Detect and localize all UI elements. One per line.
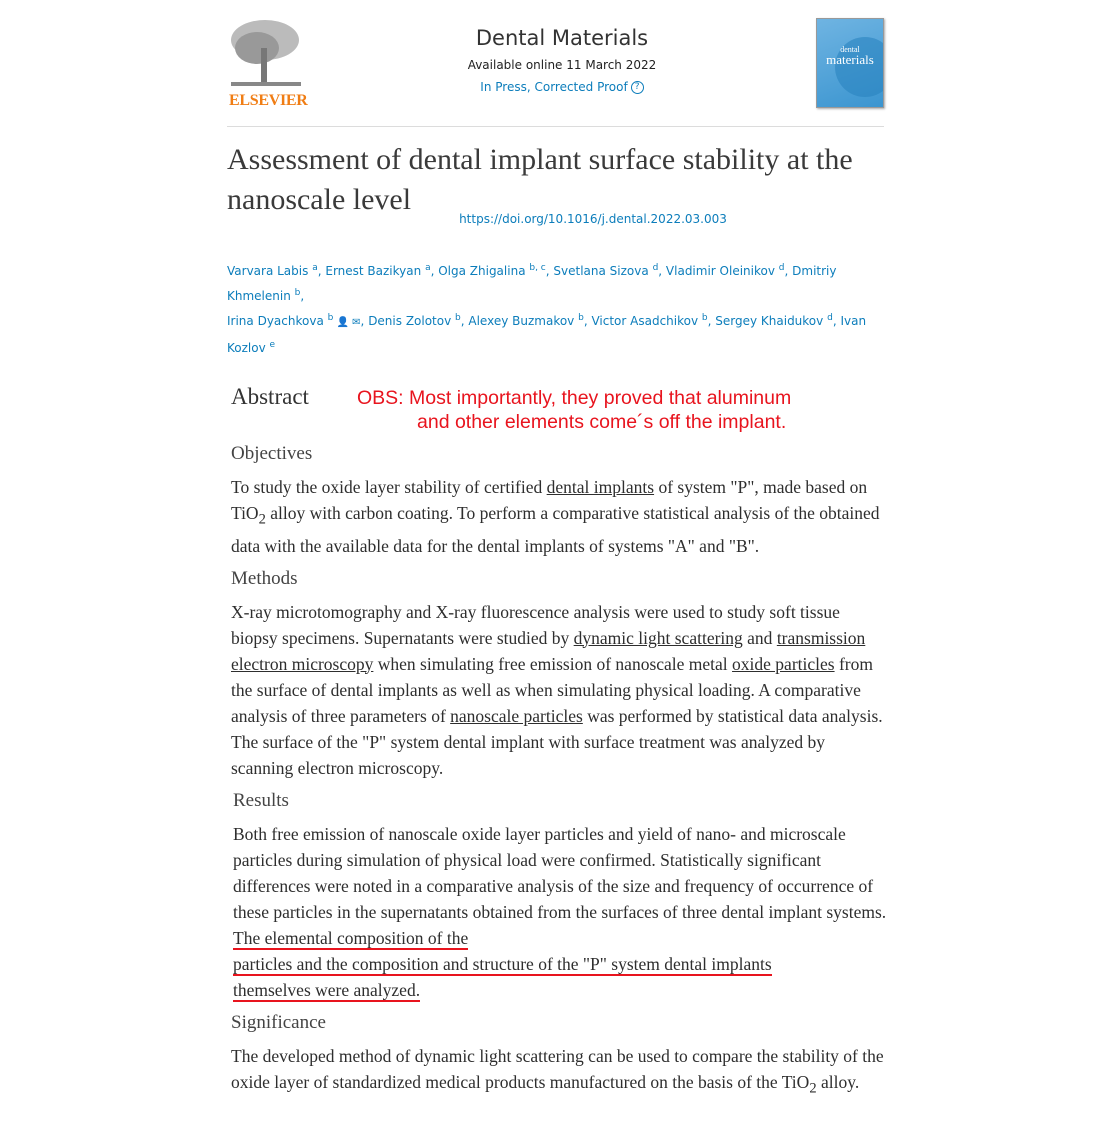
journal-cover[interactable] [816, 18, 884, 108]
author-link[interactable]: Sergey Khaidukov [715, 314, 824, 328]
author-affiliation[interactable]: b [327, 313, 334, 323]
author-affiliation[interactable]: b [578, 313, 584, 323]
link-dental-implants[interactable]: dental implants [546, 477, 655, 497]
author-link[interactable]: Varvara Labis [227, 264, 309, 278]
author-affiliation[interactable]: a [425, 263, 431, 273]
text: was performed by statistical data analysis. The surface of the "P" system dental implant with surface treatment was analyzed by scanning electron microscopy. [231, 705, 883, 778]
author-affiliation[interactable]: b [455, 313, 461, 323]
abstract-heading: Abstract [231, 384, 309, 409]
text: The developed method of dynamic light scattering can be used to compare the stability of the oxide layer of standardized medical products manufactured on the basis of the TiO [231, 1045, 884, 1092]
article-title: Assessment of dental implant surface stability at the nanoscale level [227, 143, 853, 216]
article-body [227, 140, 889, 1141]
tree-logo-icon [227, 18, 303, 90]
author-affiliation[interactable]: b [294, 288, 301, 298]
methods-section [231, 567, 889, 781]
link-dynamic-light-scattering[interactable]: dynamic light scattering [573, 627, 743, 648]
available-date: Available online 11 March 2022 [467, 58, 657, 72]
author-affiliation[interactable]: d [778, 263, 785, 273]
author-link[interactable]: Victor Asadchikov [591, 314, 699, 328]
cover-title-big: materials [826, 52, 874, 67]
significance-section [231, 1011, 889, 1102]
author-link[interactable]: Ernest Bazikyan [325, 264, 422, 278]
text: X-ray microtomography and X-ray fluorescence analysis were used to study soft tissue biopsy specimens. Supernatants were studied by [231, 601, 840, 648]
objectives-heading: Objectives [231, 443, 313, 464]
status-label: In Press, Corrected Proof [480, 80, 628, 94]
author-link[interactable]: Olga Zhigalina [438, 264, 526, 278]
cover-title-small: dental [840, 45, 860, 54]
highlight-line-3: themselves were analyzed. [233, 979, 421, 1000]
text: Both free emission of nanoscale oxide layer particles and yield of nano- and microscale particles during simulation of physical load were confirmed. Statistically significant differences were noted in a comparative analysis of the size and frequency of occurrence of these particles in the supernatants obtained from the surfaces of three dental implant systems. [233, 823, 887, 922]
article-header [227, 16, 884, 127]
annotation-note [357, 383, 791, 434]
text: alloy with carbon coating. To perform a comparative statistical analysis of the obtained data with the available data for the dental implants of systems "A" and "B". [231, 503, 880, 556]
author-affiliation[interactable]: d [652, 263, 659, 273]
text: from the surface of dental implants as well as when simulating physical loading. A comparative analysis of three parameters of [231, 653, 873, 726]
objectives-text [231, 474, 889, 559]
publisher-name: ELSEVIER [229, 92, 308, 109]
author-affiliation[interactable]: a [312, 263, 318, 273]
author-affiliation[interactable]: b [701, 313, 708, 323]
methods-text [231, 599, 889, 781]
link-tem[interactable]: transmission electron microscopy [231, 627, 866, 674]
author-affiliation[interactable]: b, c [529, 263, 546, 273]
results-text [233, 821, 889, 1003]
author-affiliation[interactable]: e [269, 340, 276, 350]
highlight-line-2: particles and the composition and structure of the "P" system dental implants [233, 953, 772, 974]
help-icon[interactable]: ? [631, 81, 644, 94]
text: and [742, 627, 777, 648]
elsevier-logo[interactable] [227, 18, 307, 110]
author-link[interactable]: Alexey Buzmakov [468, 314, 575, 328]
journal-title[interactable]: Dental Materials [475, 26, 649, 50]
results-heading: Results [233, 789, 289, 811]
methods-heading: Methods [231, 567, 298, 589]
text: alloy. [816, 1071, 860, 1092]
annotation-line-2: and other elements come´s off the implant. [417, 411, 787, 433]
doi-link[interactable]: https://doi.org/10.1016/j.dental.2022.03.003 [459, 212, 727, 226]
link-oxide-particles[interactable]: oxide particles [732, 653, 835, 674]
abstract-header-row [231, 383, 889, 434]
person-icon[interactable]: 👤 [333, 317, 349, 328]
text: of system "P", made based on TiO [231, 477, 868, 523]
significance-text [231, 1043, 889, 1102]
title-block [227, 140, 889, 239]
text: To study the oxide layer stability of certified [231, 477, 547, 497]
author-affiliation[interactable]: d [827, 313, 833, 323]
author-link[interactable]: Svetlana Sizova [553, 264, 649, 278]
author-link[interactable]: Ivan Kozlov [227, 314, 867, 355]
author-link[interactable]: Vladimir Oleinikov [665, 264, 775, 278]
highlight-line-1: The elemental composition of the [233, 927, 469, 948]
author-list: Varvara Labis $^a$, Ernest Bazikyan $^a$, Olga Zhigalina $^{b, c}$, Svetlana Sizova $^d$, Vladimir Oleinikov $^d$, Dmitriy Khmelenin $^b$, Irina Dyachkova $^b$ 👤 ✉, Denis Zolotov $^b$, Alexey Buzmakov $^b$, Victor Asadchikov $^b$, Sergey Khaidukov $^d$, Ivan Kozlov $^e$ [227, 263, 867, 355]
annotation-line-1: OBS: Most importantly, they proved that aluminum [357, 387, 792, 409]
link-nanoscale-particles[interactable]: nanoscale particles [450, 705, 583, 726]
email-icon[interactable]: ✉ [348, 317, 361, 328]
subscript: 2 [258, 511, 266, 528]
author-link[interactable]: Dmitriy Khmelenin [227, 264, 837, 303]
author-link[interactable]: Denis Zolotov [368, 314, 452, 328]
author-link[interactable]: Irina Dyachkova [227, 314, 324, 328]
significance-heading: Significance [231, 1011, 326, 1033]
text: when simulating free emission of nanoscale metal [373, 653, 733, 674]
objectives-section [231, 442, 889, 559]
article-status[interactable] [377, 80, 747, 94]
results-section [233, 789, 889, 1003]
subscript: 2 [809, 1080, 817, 1096]
